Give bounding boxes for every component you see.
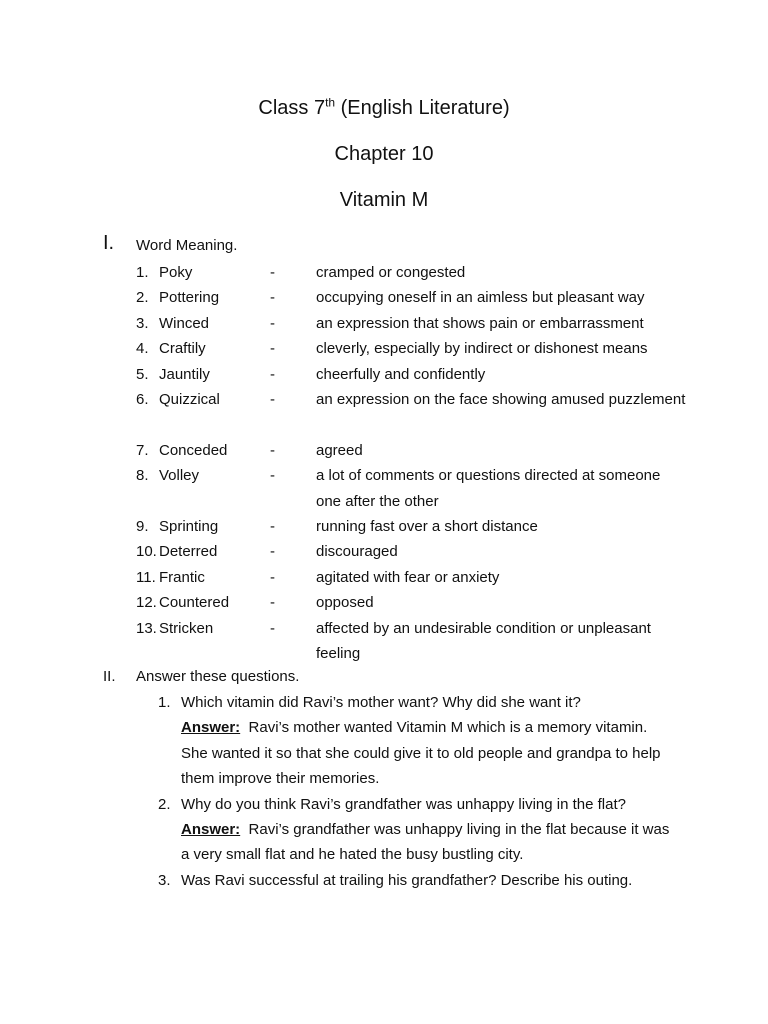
word-dash: -: [270, 441, 275, 459]
word-definition: cheerfully and confidently: [316, 365, 486, 383]
word-dash: -: [270, 619, 275, 637]
word-number: 7.: [136, 441, 149, 459]
section-2-heading: Answer these questions.: [136, 668, 300, 685]
word-row: [0, 565, 768, 590]
word-term: Deterred: [159, 543, 218, 561]
word-term: Craftily: [159, 340, 206, 358]
question-item: [0, 690, 768, 792]
word-term: Jauntily: [159, 365, 210, 383]
word-meaning-list: [0, 260, 768, 666]
word-number: 9.: [136, 517, 149, 535]
word-dash: -: [270, 264, 275, 281]
word-row: [0, 311, 768, 336]
word-dash: -: [270, 289, 275, 307]
word-dash: -: [270, 568, 275, 586]
word-term: Sprinting: [159, 517, 219, 535]
word-term: Volley: [159, 467, 200, 485]
section-2-numeral: II.: [103, 668, 116, 685]
word-number: 5.: [136, 365, 149, 383]
word-dash: -: [270, 365, 275, 383]
word-term: Winced: [159, 314, 210, 332]
word-dash: -: [270, 340, 275, 358]
word-definition: discouraged: [316, 543, 398, 561]
word-definition: cramped or congested: [316, 264, 466, 281]
word-term: Quizzical: [159, 390, 220, 408]
word-row: [0, 387, 768, 438]
chapter-title: Chapter 10: [334, 143, 434, 165]
word-dash: -: [270, 517, 275, 535]
word-definition: affected by an undesirable condition or unpleasant feeling: [316, 619, 651, 662]
class-title-prefix: Class 7: [258, 97, 326, 119]
answer-label: Answer:: [181, 821, 241, 839]
word-number: 8.: [136, 467, 149, 485]
word-number: 1.: [136, 264, 149, 281]
word-number: 2.: [136, 289, 149, 307]
word-row: [0, 362, 768, 387]
word-term: Countered: [159, 594, 230, 612]
word-term: Stricken: [159, 619, 214, 637]
word-row: [0, 438, 768, 463]
section-1-heading: Word Meaning.: [136, 237, 238, 254]
answer-block: [181, 817, 676, 868]
word-row: [0, 336, 768, 361]
word-term: Conceded: [159, 441, 228, 459]
word-row: [0, 285, 768, 310]
question-item: [0, 868, 768, 893]
question-number: 2.: [158, 795, 171, 813]
word-row: [0, 590, 768, 615]
word-number: 10.: [136, 543, 157, 561]
word-row: [0, 539, 768, 564]
word-definition: a lot of comments or questions directed at someone one after the other: [316, 467, 661, 510]
answer-label: Answer:: [181, 719, 241, 737]
word-dash: -: [270, 390, 275, 408]
questions-list: [0, 690, 768, 893]
word-row: [0, 463, 768, 514]
word-definition: cleverly, especially by indirect or dishonest means: [316, 340, 648, 358]
word-dash: -: [270, 314, 275, 332]
class-title-sup: th: [325, 95, 336, 110]
word-number: 11.: [136, 568, 156, 586]
word-number: 4.: [136, 340, 149, 358]
word-definition: agreed: [316, 441, 363, 459]
word-row: [0, 616, 768, 667]
word-dash: -: [270, 467, 275, 485]
word-definition: an expression that shows pain or embarrassment: [316, 314, 644, 332]
word-row: [0, 260, 768, 285]
word-number: 3.: [136, 314, 149, 332]
word-definition: opposed: [316, 594, 374, 612]
answer-block: [181, 715, 676, 791]
class-title-suffix: (English Literature): [335, 97, 510, 119]
question-text: Why do you think Ravi’s grandfather was unhappy living in the flat?: [181, 795, 626, 813]
word-term: Pottering: [159, 289, 220, 307]
answer-text: Ravi’s mother wanted Vitamin M which is a memory vitamin. She wanted it so that she could give it to old people and grandpa to help them improve their memories.: [181, 719, 661, 788]
word-term: Poky: [159, 264, 193, 281]
section-1-numeral: I.: [103, 232, 115, 254]
word-number: 13.: [136, 619, 157, 637]
word-number: 6.: [136, 390, 149, 408]
word-number: 12.: [136, 594, 157, 612]
answer-text: Ravi’s grandfather was unhappy living in the flat because it was a very small flat and he hated the busy bustling city.: [181, 821, 670, 864]
word-definition: an expression on the face showing amused puzzlement: [316, 390, 686, 408]
word-dash: -: [270, 543, 275, 561]
question-number: 3.: [158, 871, 171, 889]
word-definition: running fast over a short distance: [316, 517, 538, 535]
question-number: 1.: [158, 694, 171, 711]
word-term: Frantic: [159, 568, 205, 586]
question-item: [0, 792, 768, 868]
word-definition: agitated with fear or anxiety: [316, 568, 500, 586]
class-title: [0, 96, 768, 120]
word-dash: -: [270, 594, 275, 612]
question-text: Which vitamin did Ravi’s mother want? Why did she want it?: [181, 694, 581, 711]
question-text: Was Ravi successful at trailing his grandfather? Describe his outing.: [181, 871, 633, 889]
word-definition: occupying oneself in an aimless but pleasant way: [316, 289, 645, 307]
lesson-title: Vitamin M: [339, 189, 429, 211]
word-row: [0, 514, 768, 539]
